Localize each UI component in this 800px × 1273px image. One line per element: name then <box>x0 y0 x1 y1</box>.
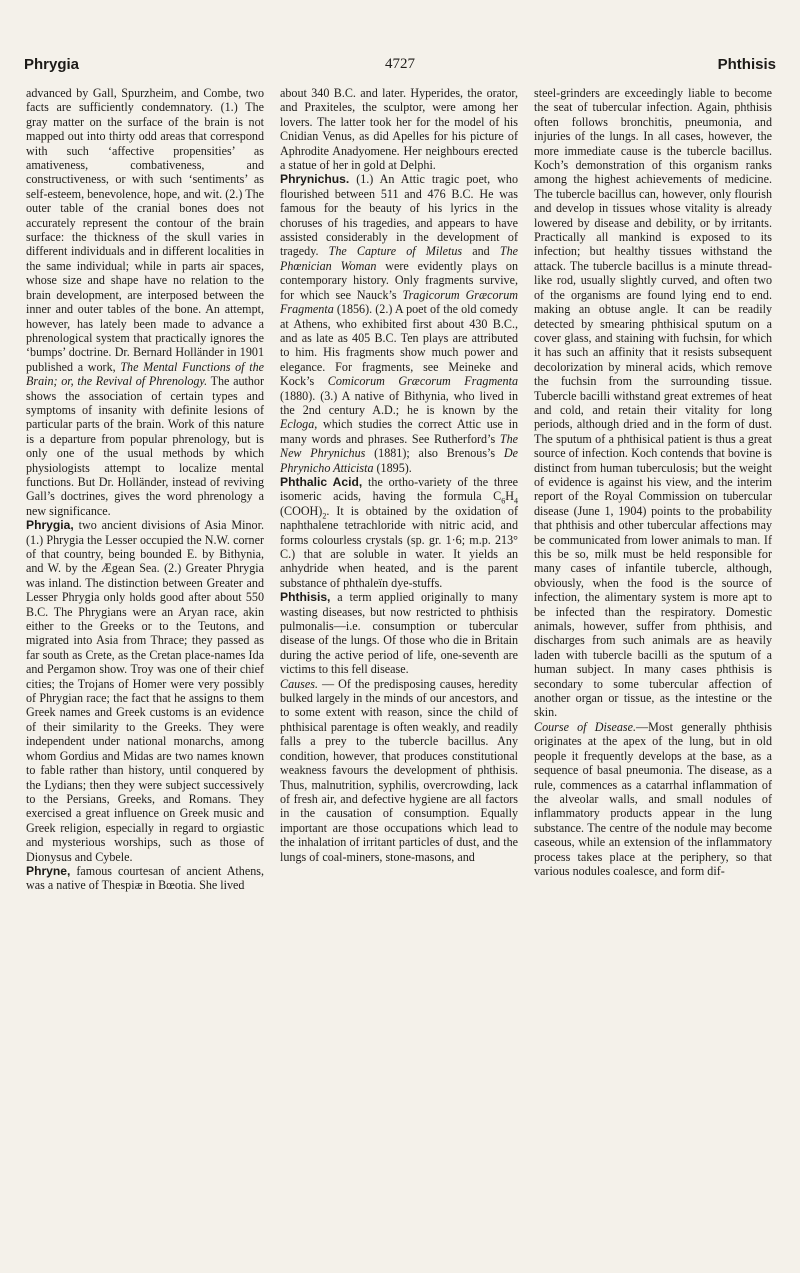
entry-text: (1881); also Brenous’s <box>374 446 496 461</box>
headword: Phrynichus. <box>280 172 350 187</box>
paragraph-text: about 340 B.C. and later. Hyperides, the orator, and Praxiteles, the sculptor, were among her lovers. The latter took her for the model of his Cnidian Venus, as did Apelles for his picture of Aphrodite Anadyomene. Her neighbours erected a statue of her in gold at Delphi. <box>280 86 518 173</box>
subscript: 4 <box>514 496 518 506</box>
book-title: Comicorum Græcorum Fragmenta <box>327 374 518 389</box>
subscript: 6 <box>501 496 506 506</box>
entry-text: (1880). (3.) A native of Bithynia, who lived in the 2nd century A.D.; he is known by the <box>280 388 518 417</box>
book-title: The New Phrynichus <box>280 431 518 461</box>
entry-text: (1856). (2.) A poet of the old comedy at Athens, who exhibited first about 430 B.C., and as late as 405 B.C. Ten plays are attributed to him. His fragments show much power and elegance. For fragments, see Meineke and Kock’s <box>280 302 518 389</box>
entry-text: (1.) An Attic tragic poet, who flourished between 511 and 476 B.C. He was famous for the beauty of his lyrics in the choruses of his tragedies, and appears to have assisted considerably in the development of tragedy. <box>280 172 518 259</box>
entry-phthisis <box>280 590 518 676</box>
play-title: The Phœnician Woman <box>280 244 518 273</box>
header-right-guideword: Phthisis <box>717 56 776 73</box>
entry-text: were evidently plays on contemporary history. Only fragments survive, for which see Nauck’s <box>280 258 518 302</box>
entry-text: and <box>472 244 490 259</box>
headword: Phrygia, <box>26 518 74 533</box>
page-number: 4727 <box>385 56 415 72</box>
column-3 <box>534 86 772 893</box>
entry-phrynichus <box>280 172 518 475</box>
text-columns <box>26 86 774 893</box>
book-title: Ecloga, <box>280 417 318 432</box>
phrenology-continuation <box>26 86 264 518</box>
entry-text: . It is obtained by the oxidation of naphthalene tetrachloride with nitric acid, and forms colourless crystals (sp. gr. 1·6; m.p. 213° C.) that are soluble in water. It yields an anhydride when heated, and is the parent substance of phthaleïn dye-stuffs. <box>280 503 518 590</box>
headword: Phthisis, <box>280 590 331 605</box>
book-title: The Mental Functions of the Brain; or, the Revival of Phrenology. <box>26 359 264 389</box>
headword: Phthalic Acid, <box>280 474 363 489</box>
entry-phryne <box>26 864 264 893</box>
section-course-of-disease <box>534 720 772 878</box>
entry-text: which studies the correct Attic use in many words and phrases. See Rutherford’s <box>280 417 519 446</box>
section-lead: Causes. <box>280 676 318 691</box>
entry-text: two ancient divisions of Asia Minor. (1.) Phrygia the Lesser occupied the N.W. corner of that country, being bounded E. by Bithynia, and W. by the Ægean Sea. (2.) Greater Phrygia was inland. The distinction between Greater and Lesser Phrygia only holds good after about 550 B.C. The Phrygians were an Aryan race, akin either to the Greeks or to the Teutons, and migrated into Asia from Thrace; they passed as far south as Crete, as the Cretan place-names Ida and Pergamon show. Troy was one of their chief cities; the Trojans of Homer were very possibly of Phrygian race; the fact that he assigns to them Greek names and Greek customs is an evidence of their similarity to the Greeks. They were independent under national monarchs, among whom Gordius and Midas are two names known to fable rather than history, until conquered by the Lydians; then they were subject successively to the Persians, Greeks, and Romans. They exercised a great influence on Greek music and Greek religion, especially in regard to orgiastic and mysterious worships, such as those of Dionysus and Cybele. <box>26 518 264 864</box>
entry-phthalic-acid <box>280 475 518 590</box>
paragraph-text: steel-grinders are exceedingly liable to become the seat of tubercular infection. Again, phthisis often follows bronchitis, pneumonia, and injuries of the lungs. In all cases, however, the more immediate cause is the tubercle bacillus. Koch’s demonstration of this organism ranks among the highest achievements of medicine. The tubercle bacillus can, however, only flourish and develop in tissues whose vitality is already lowered by disease and debility, or by irritants. Practically all mankind is exposed to its infection; but healthy tissues withstand the attack. The tubercle bacillus is a minute thread-like rod, usually slightly curved, and often two of the organisms are found lying end to end. making an obtuse angle. It can be readily detected by smearing phthisical sputum on a cover glass, and staining with fuchsin, for which it has such an affinity that it resists subsequent decolorization by mineral acids, which remove the fuchsin from the surrounding tissue. Tubercle bacilli withstand great extremes of heat and cold, and retain their vitality for long periods, although dried and in the form of dust. The sputum of a phthisical patient is thus a great source of infection. Koch contends that bovine is distinct from human tuberculosis; but the weight of evidence is against his view, and the interim report of the Royal Commission on tubercular disease (June 1, 1904) points to the probability that phthisis and other tubercular affections may be communicated from lower animals to man. If this be so, milk must be held responsible for many cases of infantile tubercle, although, obviously, when the food is the source of infection, the alimentary system is more apt to be infected than the respiratory. Domestic animals, however, suffer from phthisis, and discharges from such animals are as heavily laden with tubercle bacilli as the sputum of a human subject. In many cases phthisis is secondary to some tubercular affection of another organ or tissue, as the intestine or the skin. <box>534 86 772 720</box>
header-left-guideword: Phrygia <box>24 56 80 73</box>
paragraph-text: The author shows the association of certain types and symptoms of insanity with definite lesions of particular parts of the brain. Work of this nature is a departure from popular phrenology, but is only one of the usual methods by which physiologists attempt to localize mental functions. But Dr. Holländer, instead of reviving Gall’s doctrines, gives the word phrenology a new significance. <box>26 374 264 518</box>
phryne-continuation <box>280 86 518 172</box>
play-title: The Capture of Miletus <box>328 244 463 259</box>
section-causes <box>280 677 518 864</box>
entry-phrygia <box>26 518 264 864</box>
book-title: De Phrynicho Atticista <box>280 446 518 475</box>
subscript: 2 <box>322 511 327 521</box>
entry-text: (1895). <box>376 460 412 475</box>
book-title: Tragicorum Græcorum Fragmenta <box>280 287 518 317</box>
causes-continuation <box>534 86 772 720</box>
column-1 <box>26 86 264 893</box>
headword: Phryne, <box>26 863 71 878</box>
section-lead: Course of Disease. <box>534 719 637 734</box>
column-2 <box>280 86 518 893</box>
entry-text: H <box>505 489 514 504</box>
entry-text: famous courtesan of ancient Athens, was a native of Thespiæ in Bœotia. She lived <box>26 863 264 893</box>
paragraph-text: advanced by Gall, Spurzheim, and Combe, two facts are sufficiently condemnatory. (1.) The gray matter on the surface of the brain is not mapped out into thirty odd areas that correspond with such ‘affective propensities’ as amativeness, combativeness, and constructiveness, or with such ‘sentiments’ as self-esteem, benevolence, hope, and wit. (2.) The outer table of the cranial bones does not accurately represent the contour of the brain surface: the thickness of the skull varies in different individuals and in different localities in the same individual; while in parts air spaces, whose size and shape have no relation to the brain development, are interposed between the inner and outer tables of the bone. An attempt, however, has lately been made to advance a phrenological system that practically ignores the ‘bumps’ doctrine. Dr. Bernard Holländer in 1901 published a work, <box>26 86 264 374</box>
entry-text: a term applied originally to many wasting diseases, but now restricted to phthisis pulmonalis—i.e. consumption or tubercular disease of the lungs. Of those who die in Britain during the active period of life, one-seventh are victims to this fell disease. <box>280 590 518 677</box>
section-text: —Most generally phthisis originates at the apex of the lung, but in old people it frequently develops at the base, as a sequence of basal pneumonia. The disease, as a rule, commences as a catarrhal inflammation of the alveolar walls, and small nodules of inflammatory products appear in the lung substance. The centre of the nodule may become caseous, while an extension of the inflammatory process takes place at the periphery, so that various nodules coalesce, and form dif- <box>534 719 772 878</box>
running-header <box>24 56 776 82</box>
entry-text: (COOH) <box>280 503 323 518</box>
section-text: — Of the predisposing causes, heredity bulked largely in the minds of our ancestors, and to some extent with reason, since the child of phthisical parentage is often weakly, and readily falls a prey to the tubercle bacillus. Any condition, however, that produces constitutional weakness favours the development of phthisis. Thus, malnutrition, syphilis, overcrowding, lack of fresh air, and defective hygiene are all factors in the causation of consumption. Equally important are those occupations which lead to the inhalation of irritant particles of dust, and the lungs of coal-miners, stone-masons, and <box>280 676 518 864</box>
entry-text: the ortho-variety of the three isomeric acids, having the formula C <box>280 474 518 504</box>
